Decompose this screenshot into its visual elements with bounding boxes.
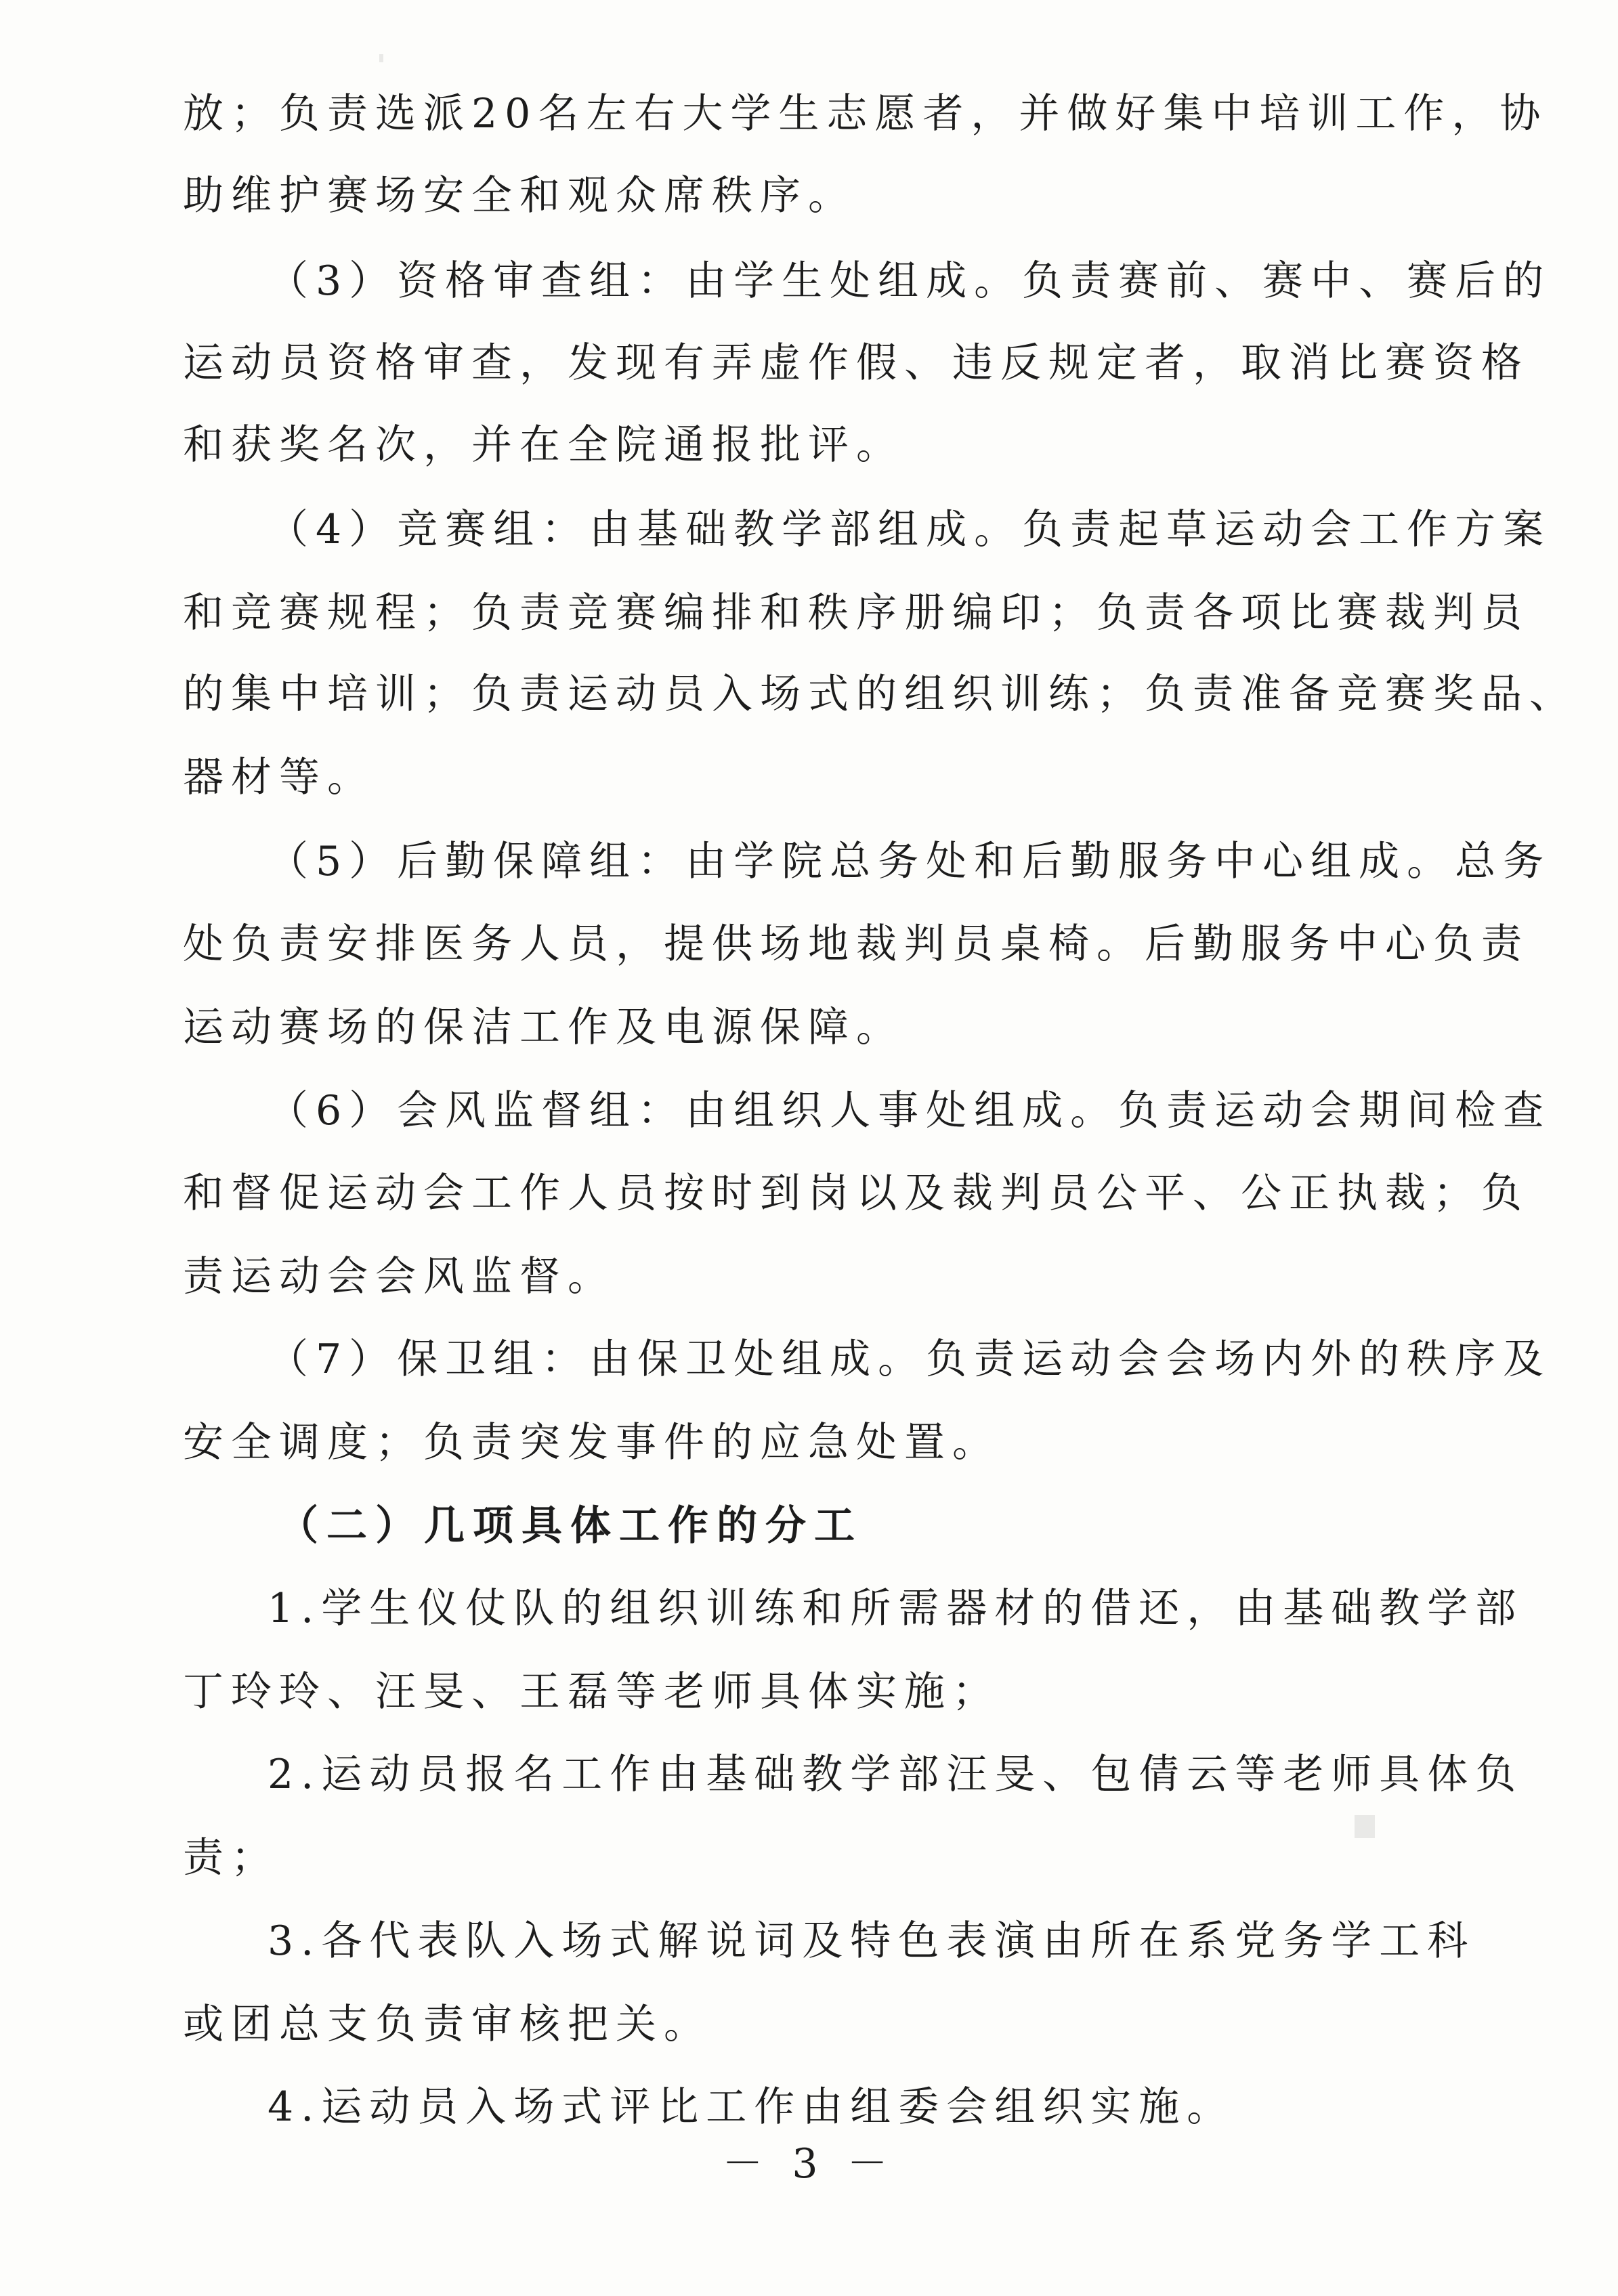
text-line: 责运动会会风监督。 [183,1253,616,1300]
text-line: 运动员资格审查，发现有弄虚作假、违反规定者，取消比赛资格 [183,339,1529,387]
text-line: （6）会风监督组：由组织人事处组成。负责运动会期间检查 [268,1087,1552,1134]
scan-artifact [379,54,383,62]
text-line: （3）资格审查组：由学生处组成。负责赛前、赛中、赛后的 [268,257,1552,305]
text-line: 丁玲玲、汪旻、王磊等老师具体实施； [183,1668,1000,1716]
text-line: 处负责安排医务人员，提供场地裁判员桌椅。后勤服务中心负责 [183,920,1529,968]
text-line: 3.各代表队入场式解说词及特色表演由所在系党务学工科 [268,1917,1476,1965]
scan-artifact [1355,1815,1375,1838]
text-line: 运动赛场的保洁工作及电源保障。 [183,1004,904,1051]
text-line: 责； [183,1834,279,1882]
text-line: 助维护赛场安全和观众席秩序。 [183,172,856,219]
text-line: 的集中培训；负责运动员入场式的组织训练；负责准备竞赛奖品、 [183,671,1577,718]
text-line: 2.运动员报名工作由基础教学部汪旻、包倩云等老师具体负 [268,1751,1524,1798]
page-number: － 3 － [722,2140,896,2188]
text-line: 和竞赛规程；负责竞赛编排和秩序册编印；负责各项比赛裁判员 [183,589,1529,637]
text-line: 4.运动员入场式评比工作由组委会组织实施。 [268,2083,1235,2131]
text-line: 和获奖名次，并在全院通报批评。 [183,421,904,469]
text-line: 1.学生仪仗队的组织训练和所需器材的借还，由基础教学部 [268,1585,1524,1632]
text-line: （7）保卫组：由保卫处组成。负责运动会会场内外的秩序及 [268,1336,1552,1383]
section-heading: （二）几项具体工作的分工 [278,1502,863,1550]
text-line: 和督促运动会工作人员按时到岗以及裁判员公平、公正执裁；负 [183,1170,1529,1217]
text-line: （4）竞赛组：由基础教学部组成。负责起草运动会工作方案 [268,506,1552,553]
text-line: （5）后勤保障组：由学院总务处和后勤服务中心组成。总务 [268,838,1552,885]
text-line: 器材等。 [183,754,375,801]
text-line: 安全调度；负责突发事件的应急处置。 [183,1419,1000,1466]
text-line: 放；负责选派20名左右大学生志愿者，并做好集中培训工作，协 [183,90,1548,137]
text-line: 或团总支负责审核把关。 [183,2001,712,2048]
